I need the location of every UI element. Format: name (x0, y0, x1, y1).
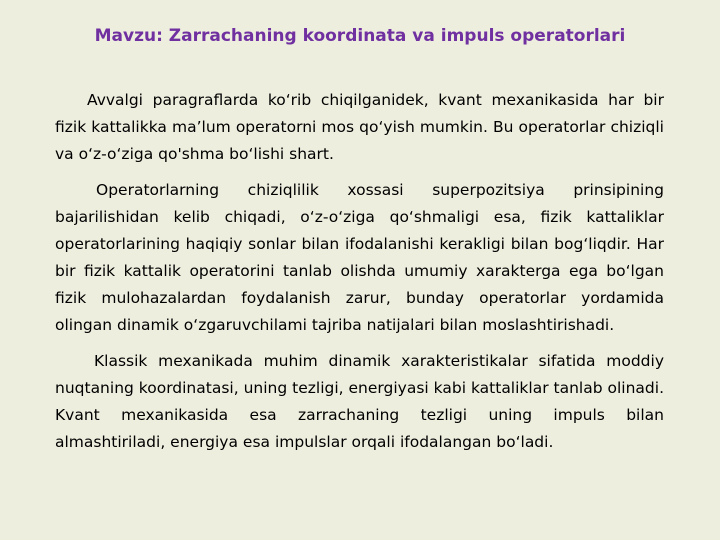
paragraph-operator-properties: Operatorlarning chiziqlilik xossasi superpozitsiya prinsipining bajarilishidan kelib chiqadi, o‘z-o‘ziga qo‘shmaligi esa, fizik kattaliklar operatorlarining haqiqiy sonlar bilan ifodalanishi kerakligi bilan bog‘liqdir. Har bir fizik kattalik operatorini tanlab olishda umumiy xarakterga ega bo‘lgan fizik mulohazalardan foydalanish zarur, bunday operatorlar yordamida olingan dinamik o‘zgaruvchilami tajriba natijalari bilan moslashtirishadi. (55, 181, 664, 334)
slide-title: Mavzu: Zarrachaning koordinata va impuls operatorlari (94, 26, 626, 46)
slide-body (55, 87, 664, 465)
paragraph-intro: Avvalgi paragraflarda ko‘rib chiqilganidek, kvant mexanikasida har bir fizik kattalikka ma’lum operatorni mos qo‘yish mumkin. Bu operatorlar chiziqli va o‘z-o‘ziga qo'shma bo‘lishi shart. (55, 91, 664, 163)
paragraph-classical-mechanics: Klassik mexanikada muhim dinamik xarakteristikalar sifatida moddiy nuqtaning koordinatasi, uning tezligi, energiyasi kabi kattaliklar tanlab olinadi. Kvant mexanikasida esa zarrachaning tezligi uning impuls bilan almashtiriladi, energiya esa impulslar orqali ifodalangan bo‘ladi. (55, 352, 664, 451)
